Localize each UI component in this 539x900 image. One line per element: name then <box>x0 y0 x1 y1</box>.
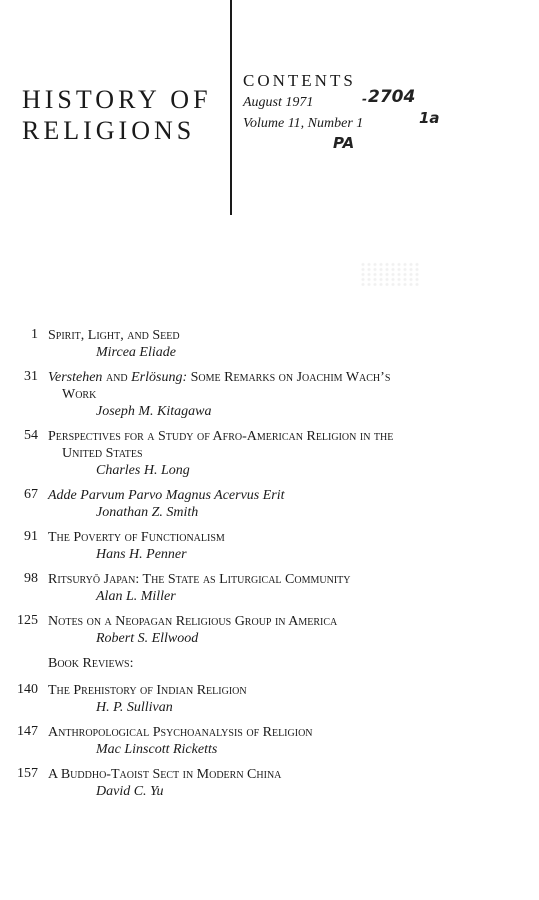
toc-title-italic: Adde Parvum Parvo Magnus Acervus Erit <box>48 488 285 503</box>
handwritten-number: 2704 <box>368 87 416 107</box>
toc-page-number: 54 <box>24 428 38 443</box>
contents-heading: CONTENTS <box>243 71 356 90</box>
toc-author: Robert S. Ellwood <box>96 631 199 646</box>
journal-title-line2: RELIGIONS <box>22 116 196 145</box>
toc-author: Alan L. Miller <box>96 589 176 604</box>
toc-title: A Buddho-Taoist Sect in Modern China <box>48 767 282 782</box>
toc-title <box>48 487 519 504</box>
toc-title: The Poverty of Functionalism <box>48 530 225 545</box>
contents-block <box>243 70 363 134</box>
toc-title: The Prehistory of Indian Religion <box>48 683 247 698</box>
toc-page-number: 157 <box>17 766 38 781</box>
toc-author: Hans H. Penner <box>96 547 187 562</box>
toc-entry <box>0 766 539 800</box>
toc-author: Jonathan Z. Smith <box>96 505 199 520</box>
issue-date: August 1971 <box>243 95 314 110</box>
toc-page-number: 91 <box>24 529 38 544</box>
issue-volume: Volume 11, Number 1 <box>243 116 364 131</box>
toc-page-number: 140 <box>17 682 38 697</box>
toc-author: David C. Yu <box>96 784 164 799</box>
toc-title-part: Some Remarks on Joachim Wach’s <box>187 370 391 385</box>
toc-page-number: 1 <box>31 327 38 342</box>
handwritten-dash: - <box>362 92 367 106</box>
toc-author: Mac Linscott Ricketts <box>96 742 218 757</box>
toc-entry <box>0 428 539 479</box>
toc-entry <box>0 613 539 647</box>
toc-title-continuation: Work <box>62 387 97 402</box>
toc-title: Notes on a Neopagan Religious Group in America <box>48 614 338 629</box>
toc-title-part: and <box>102 370 132 385</box>
toc-author: Mircea Eliade <box>96 345 176 360</box>
toc-title-part: Perspectives for a Study of Afro-American Religion in the <box>48 429 394 444</box>
paper-smudge <box>360 262 420 286</box>
toc-entry <box>0 571 539 605</box>
toc-page-number: 125 <box>17 613 38 628</box>
handwritten-mark-2: PA <box>333 134 355 152</box>
handwritten-mark-1: 1a <box>419 109 440 127</box>
toc-page-number: 147 <box>17 724 38 739</box>
journal-title-line1: HISTORY OF <box>22 85 212 114</box>
toc-author: Joseph M. Kitagawa <box>96 404 212 419</box>
toc-entry <box>0 369 539 420</box>
toc-title <box>48 369 519 403</box>
journal-title <box>22 84 212 146</box>
toc-page-number: 31 <box>24 369 38 384</box>
toc-title-italic: Verstehen <box>48 370 103 385</box>
toc-page-number: 98 <box>24 571 38 586</box>
toc-title: Ritsuryō Japan: The State as Liturgical Community <box>48 572 351 587</box>
book-reviews-heading: Book Reviews: <box>48 656 134 671</box>
toc-title: Anthropological Psychoanalysis of Religion <box>48 725 313 740</box>
toc-entry <box>0 724 539 758</box>
toc-entry <box>0 327 539 361</box>
toc-title <box>48 428 519 462</box>
toc-title-continuation: United States <box>62 446 143 461</box>
toc-title-italic: Erlösung: <box>131 370 188 385</box>
toc-author: Charles H. Long <box>96 463 190 478</box>
toc-title: Spirit, Light, and Seed <box>48 328 180 343</box>
table-of-contents <box>0 327 539 808</box>
toc-page-number: 67 <box>24 487 38 502</box>
toc-entry <box>0 487 539 521</box>
vertical-divider <box>230 0 232 215</box>
toc-entry <box>0 682 539 716</box>
toc-entry <box>0 529 539 563</box>
toc-author: H. P. Sullivan <box>96 700 173 715</box>
